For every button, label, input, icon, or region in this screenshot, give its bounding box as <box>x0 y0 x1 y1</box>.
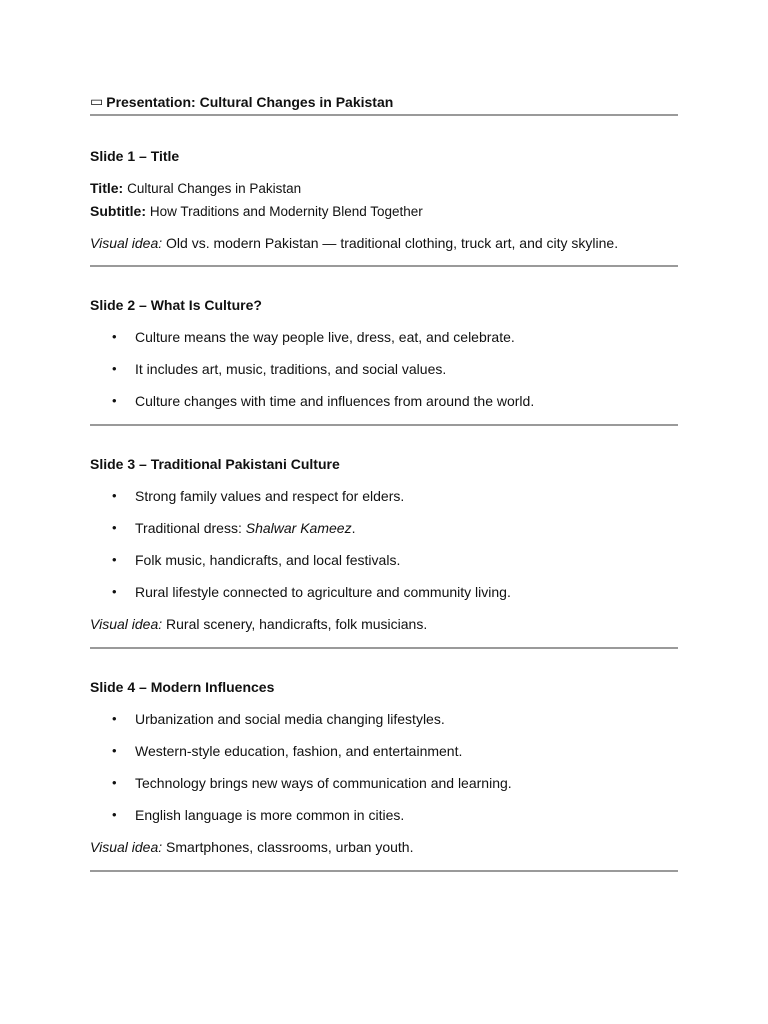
bullet-list <box>90 486 678 602</box>
slide-heading: Slide 3 – Traditional Pakistani Culture <box>90 456 340 472</box>
slide-3 <box>90 426 678 649</box>
visual-idea-label: Visual idea: <box>90 235 163 251</box>
bullet-icon: • <box>112 361 117 376</box>
list-item: • Traditional dress: Shalwar Kameez. <box>112 520 356 536</box>
slide-subtitle-field <box>90 200 678 223</box>
bullet-icon: • <box>112 584 117 599</box>
bullet-icon: • <box>112 807 117 822</box>
slide-4 <box>90 649 678 872</box>
visual-idea-label: Visual idea: <box>90 839 163 855</box>
document-content <box>90 90 678 872</box>
bullet-list <box>90 709 678 825</box>
slide-1 <box>90 116 678 267</box>
bullet-icon: • <box>112 552 117 567</box>
list-item: • English language is more common in cities. <box>112 807 405 823</box>
slide-heading: Slide 2 – What Is Culture? <box>90 297 262 313</box>
visual-idea-text: Old vs. modern Pakistan — traditional clothing, truck art, and city skyline. <box>166 235 619 251</box>
list-item: • Culture changes with time and influences from around the world. <box>112 393 535 409</box>
divider <box>90 870 678 872</box>
bullet-icon: • <box>112 743 117 758</box>
list-item: • Strong family values and respect for elders. <box>112 488 405 504</box>
slide-heading: Slide 4 – Modern Influences <box>90 679 275 695</box>
visual-idea <box>90 837 678 857</box>
emphasis-text: Shalwar Kameez <box>245 520 352 536</box>
field-value: How Traditions and Modernity Blend Together <box>149 204 423 219</box>
list-item: • Urbanization and social media changing lifestyles. <box>112 711 445 727</box>
bullet-icon: • <box>112 393 117 408</box>
visual-idea <box>90 233 678 253</box>
document-title <box>90 90 678 114</box>
bullet-icon: • <box>112 711 117 726</box>
list-item: • Technology brings new ways of communication and learning. <box>112 775 512 791</box>
bullet-list <box>90 327 678 411</box>
bullet-icon: • <box>112 329 117 344</box>
list-item: • Folk music, handicrafts, and local festivals. <box>112 552 401 568</box>
bullet-icon: • <box>112 520 117 535</box>
slide-title-field <box>90 177 678 200</box>
bullet-icon: • <box>112 488 117 503</box>
visual-idea-label: Visual idea: <box>90 616 163 632</box>
visual-idea-text: Rural scenery, handicrafts, folk musicians. <box>166 616 428 632</box>
list-item: • It includes art, music, traditions, and social values. <box>112 361 447 377</box>
bullet-icon: • <box>112 775 117 790</box>
list-item: • Western-style education, fashion, and entertainment. <box>112 743 463 759</box>
document-icon: ▭ <box>90 94 104 110</box>
field-value: Cultural Changes in Pakistan <box>127 181 302 196</box>
slide-2 <box>90 267 678 426</box>
field-label: Title: <box>90 180 124 196</box>
list-item: • Rural lifestyle connected to agriculture and community living. <box>112 584 511 600</box>
visual-idea-text: Smartphones, classrooms, urban youth. <box>166 839 414 855</box>
list-item: • Culture means the way people live, dress, eat, and celebrate. <box>112 329 515 345</box>
visual-idea <box>90 614 678 634</box>
document-title-text: Presentation: Cultural Changes in Pakistan <box>106 94 394 110</box>
slide-heading: Slide 1 – Title <box>90 148 180 164</box>
field-label: Subtitle: <box>90 203 146 219</box>
